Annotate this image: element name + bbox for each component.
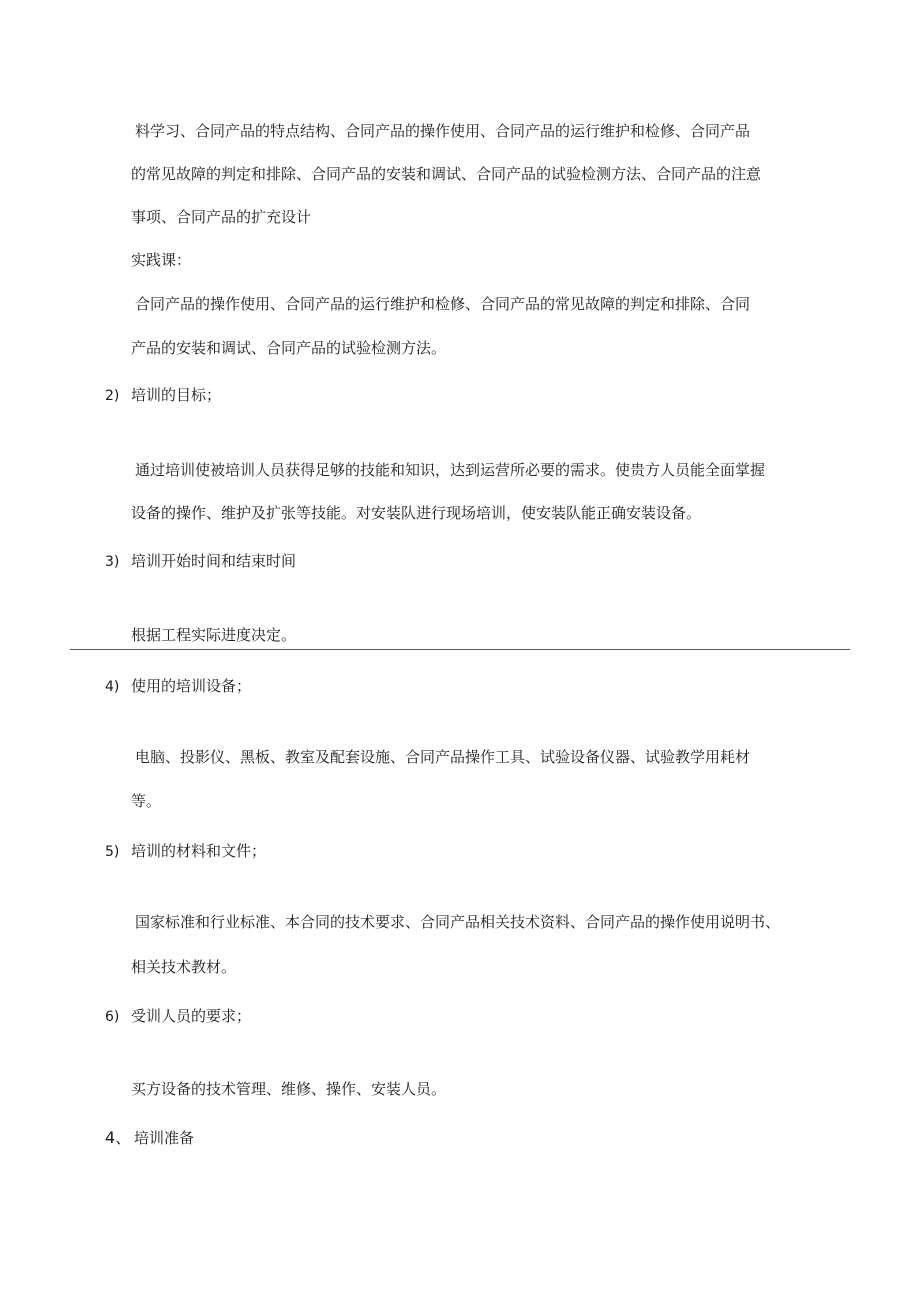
item-5-body-line-2: 相关技术教材。 xyxy=(131,958,237,976)
intro-line-2: 的常见故障的判定和排除、合同产品的安装和调试、合同产品的试验检测方法、合同产品的注意 xyxy=(131,165,762,183)
item-2-body-line-1: 通过培训使被培训人员获得足够的技能和知识，达到运营所必要的需求。使贵方人员能全面掌握 xyxy=(135,461,766,479)
item-2-title: 培训的目标； xyxy=(131,386,222,404)
item-3-title: 培训开始时间和结束时间 xyxy=(131,552,297,570)
section-4-number: 4、 xyxy=(105,1128,132,1147)
item-4-body-line-1: 电脑、投影仪、黑板、教室及配套设施、合同产品操作工具、试验设备仪器、试验教学用耗材 xyxy=(135,748,751,766)
item-6-number: 6) xyxy=(105,1009,120,1025)
item-2-number: 2) xyxy=(105,388,120,404)
item-6-body-line-1: 买方设备的技术管理、维修、操作、安装人员。 xyxy=(131,1080,447,1098)
practice-line-1: 合同产品的操作使用、合同产品的运行维护和检修、合同产品的常见故障的判定和排除、合同 xyxy=(135,295,751,313)
item-2-body-line-2: 设备的操作、维护及扩张等技能。对安装队进行现场培训，使安装队能正确安装设备。 xyxy=(131,504,702,522)
item-4-number: 4) xyxy=(105,679,120,695)
item-3-body-line-1: 根据工程实际进度决定。 xyxy=(131,626,297,644)
item-5-number: 5) xyxy=(105,844,120,860)
item-5-body-line-1: 国家标准和行业标准、本合同的技术要求、合同产品相关技术资料、合同产品的操作使用说明书、 xyxy=(135,913,781,931)
practice-heading: 实践课： xyxy=(131,251,192,269)
intro-line-1: 料学习、合同产品的特点结构、合同产品的操作使用、合同产品的运行维护和检修、合同产品 xyxy=(135,122,751,140)
section-4-title: 培训准备 xyxy=(134,1129,195,1147)
page-divider xyxy=(70,649,850,650)
item-3-number: 3) xyxy=(105,554,120,570)
item-4-body-line-2: 等。 xyxy=(131,792,162,810)
item-6-title: 受训人员的要求； xyxy=(131,1007,252,1025)
intro-line-3: 事项、合同产品的扩充设计 xyxy=(131,208,312,226)
item-4-title: 使用的培训设备； xyxy=(131,677,252,695)
practice-line-2: 产品的安装和调试、合同产品的试验检测方法。 xyxy=(131,339,447,357)
item-5-title: 培训的材料和文件； xyxy=(131,842,267,860)
